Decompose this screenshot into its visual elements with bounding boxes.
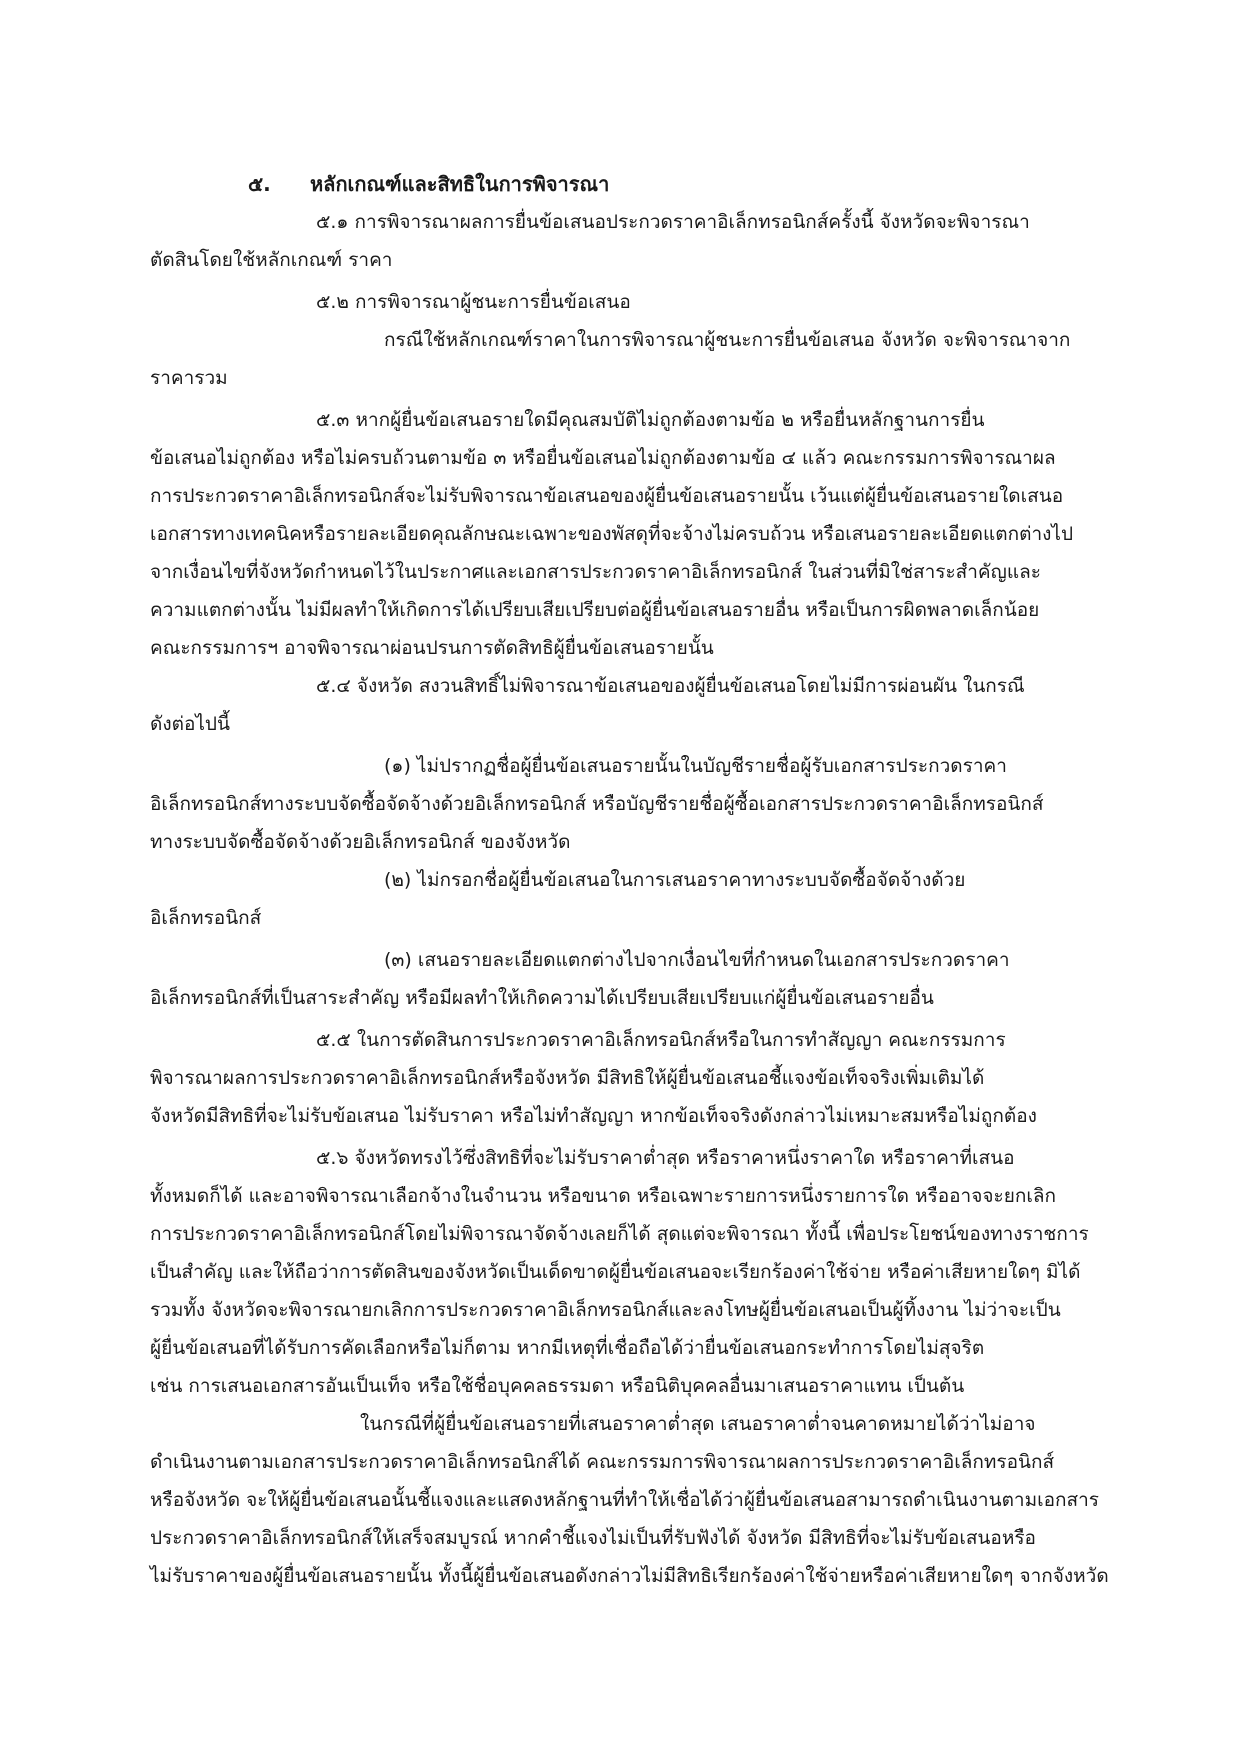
paragraph-line: เป็นสำคัญ และให้ถือว่าการตัดสินของจังหวัดเป็นเด็ดขาดผู้ยื่นข้อเสนอจะเรียกร้องค่าใช้จ่าย หรือค่าเสียหายใดๆ มิได้ bbox=[150, 1261, 1081, 1283]
scan-speck bbox=[40, 38, 54, 62]
paragraph-line: ไม่รับราคาของผู้ยื่นข้อเสนอรายนั้น ทั้งนี้ผู้ยื่นข้อเสนอดังกล่าวไม่มีสิทธิเรียกร้องค่าใช้จ่ายหรือค่าเสียหายใดๆ จากจังหวัด bbox=[150, 1565, 1109, 1587]
paragraph-line: เอกสารทางเทคนิคหรือรายละเอียดคุณลักษณะเฉพาะของพัสดุที่จะจ้างไม่ครบถ้วน หรือเสนอรายละเอียดแตกต่างไป bbox=[150, 523, 1074, 545]
paragraph-line: การประกวดราคาอิเล็กทรอนิกส์โดยไม่พิจารณาจัดจ้างเลยก็ได้ สุดแต่จะพิจารณา ทั้งนี้ เพื่อประโยชน์ของทางราชการ bbox=[150, 1223, 1089, 1245]
section-number: ๕. bbox=[248, 172, 271, 196]
paragraph-line: ข้อเสนอไม่ถูกต้อง หรือไม่ครบถ้วนตามข้อ ๓ หรือยื่นข้อเสนอไม่ถูกต้องตามข้อ ๔ แล้ว คณะกรรมการพิจารณาผล bbox=[150, 447, 1056, 469]
paragraph-line: (๑) ไม่ปรากฏชื่อผู้ยื่นข้อเสนอรายนั้นในบัญชีรายชื่อผู้รับเอกสารประกวดราคา bbox=[384, 755, 1007, 777]
paragraph-line: อิเล็กทรอนิกส์ทางระบบจัดซื้อจัดจ้างด้วยอิเล็กทรอนิกส์ หรือบัญชีรายชื่อผู้ซื้อเอกสารประกวดราคาอิเล็กทรอนิกส์ bbox=[150, 793, 1044, 815]
paragraph-line: หรือจังหวัด จะให้ผู้ยื่นข้อเสนอนั้นชี้แจงและแสดงหลักฐานที่ทำให้เชื่อได้ว่าผู้ยื่นข้อเสนอสามารถดำเนินงานตามเอกสาร bbox=[150, 1489, 1099, 1511]
paragraph-line: ๕.๑ การพิจารณาผลการยื่นข้อเสนอประกวดราคาอิเล็กทรอนิกส์ครั้งนี้ จังหวัดจะพิจารณา bbox=[316, 211, 1030, 233]
paragraph-line: ๕.๓ หากผู้ยื่นข้อเสนอรายใดมีคุณสมบัติไม่ถูกต้องตามข้อ ๒ หรือยื่นหลักฐานการยื่น bbox=[316, 409, 985, 431]
paragraph-line: ประกวดราคาอิเล็กทรอนิกส์ให้เสร็จสมบูรณ์ หากคำชี้แจงไม่เป็นที่รับฟังได้ จังหวัด มีสิทธิที่จะไม่รับข้อเสนอหรือ bbox=[150, 1527, 1036, 1549]
paragraph-line: รวมทั้ง จังหวัดจะพิจารณายกเลิกการประกวดราคาอิเล็กทรอนิกส์และลงโทษผู้ยื่นข้อเสนอเป็นผู้ทิ้งงาน ไม่ว่าจะเป็น bbox=[150, 1299, 1061, 1321]
paragraph-line: ในกรณีที่ผู้ยื่นข้อเสนอรายที่เสนอราคาต่ำสุด เสนอราคาต่ำจนคาดหมายได้ว่าไม่อาจ bbox=[360, 1413, 1036, 1435]
paragraph-line: (๒) ไม่กรอกชื่อผู้ยื่นข้อเสนอในการเสนอราคาทางระบบจัดซื้อจัดจ้างด้วย bbox=[384, 869, 966, 891]
paragraph-line: ความแตกต่างนั้น ไม่มีผลทำให้เกิดการได้เปรียบเสียเปรียบต่อผู้ยื่นข้อเสนอรายอื่น หรือเป็นการผิดพลาดเล็กน้อย bbox=[150, 599, 1040, 621]
paragraph-line: อิเล็กทรอนิกส์ที่เป็นสาระสำคัญ หรือมีผลทำให้เกิดความได้เปรียบเสียเปรียบแก่ผู้ยื่นข้อเสนอรายอื่น bbox=[150, 987, 934, 1009]
paragraph-line: คณะกรรมการฯ อาจพิจารณาผ่อนปรนการตัดสิทธิผู้ยื่นข้อเสนอรายนั้น bbox=[150, 637, 714, 659]
paragraph-line: ผู้ยื่นข้อเสนอที่ได้รับการคัดเลือกหรือไม่ก็ตาม หากมีเหตุที่เชื่อถือได้ว่ายื่นข้อเสนอกระทำการโดยไม่สุจริต bbox=[150, 1337, 985, 1359]
paragraph-line: ทั้งหมดก็ได้ และอาจพิจารณาเลือกจ้างในจำนวน หรือขนาด หรือเฉพาะรายการหนึ่งรายการใด หรืออาจจะยกเลิก bbox=[150, 1185, 1056, 1207]
paragraph-line: ๕.๖ จังหวัดทรงไว้ซึ่งสิทธิที่จะไม่รับราคาต่ำสุด หรือราคาหนึ่งราคาใด หรือราคาที่เสนอ bbox=[316, 1147, 1015, 1169]
paragraph-line: ดังต่อไปนี้ bbox=[150, 713, 230, 735]
section-heading bbox=[248, 172, 609, 196]
paragraph-line: จังหวัดมีสิทธิที่จะไม่รับข้อเสนอ ไม่รับราคา หรือไม่ทำสัญญา หากข้อเท็จจริงดังกล่าวไม่เหมาะสมหรือไม่ถูกต้อง bbox=[150, 1105, 1037, 1127]
paragraph-line: อิเล็กทรอนิกส์ bbox=[150, 907, 262, 929]
paragraph-line: เช่น การเสนอเอกสารอันเป็นเท็จ หรือใช้ชื่อบุคคลธรรมดา หรือนิติบุคคลอื่นมาเสนอราคาแทน เป็นต้น bbox=[150, 1375, 965, 1397]
paragraph-line: จากเงื่อนไขที่จังหวัดกำหนดไว้ในประกาศและเอกสารประกวดราคาอิเล็กทรอนิกส์ ในส่วนที่มิใช่สาระสำคัญและ bbox=[150, 561, 1041, 583]
section-title: หลักเกณฑ์และสิทธิในการพิจารณา bbox=[310, 172, 610, 196]
paragraph-line: ๕.๕ ในการตัดสินการประกวดราคาอิเล็กทรอนิกส์หรือในการทำสัญญา คณะกรรมการ bbox=[316, 1029, 1006, 1051]
paragraph-line: การประกวดราคาอิเล็กทรอนิกส์จะไม่รับพิจารณาข้อเสนอของผู้ยื่นข้อเสนอรายนั้น เว้นแต่ผู้ยื่นข้อเสนอรายใดเสนอ bbox=[150, 485, 1064, 507]
paragraph-line: ตัดสินโดยใช้หลักเกณฑ์ ราคา bbox=[150, 249, 393, 271]
paragraph-line: ทางระบบจัดซื้อจัดจ้างด้วยอิเล็กทรอนิกส์ ของจังหวัด bbox=[150, 831, 571, 853]
paragraph-line: ดำเนินงานตามเอกสารประกวดราคาอิเล็กทรอนิกส์ได้ คณะกรรมการพิจารณาผลการประกวดราคาอิเล็กทรอนิกส์ bbox=[150, 1451, 1055, 1473]
paragraph-line: (๓) เสนอรายละเอียดแตกต่างไปจากเงื่อนไขที่กำหนดในเอกสารประกวดราคา bbox=[384, 949, 1010, 971]
paragraph-line: ราคารวม bbox=[150, 367, 228, 389]
paragraph-line: ๕.๒ การพิจารณาผู้ชนะการยื่นข้อเสนอ bbox=[316, 291, 631, 313]
paragraph-line: ๕.๔ จังหวัด สงวนสิทธิ์ไม่พิจารณาข้อเสนอของผู้ยื่นข้อเสนอโดยไม่มีการผ่อนผัน ในกรณี bbox=[316, 675, 1025, 697]
paragraph-line: พิจารณาผลการประกวดราคาอิเล็กทรอนิกส์หรือจังหวัด มีสิทธิให้ผู้ยื่นข้อเสนอชี้แจงข้อเท็จจริงเพิ่มเติมได้ bbox=[150, 1067, 985, 1089]
paragraph-line: กรณีใช้หลักเกณฑ์ราคาในการพิจารณาผู้ชนะการยื่นข้อเสนอ จังหวัด จะพิจารณาจาก bbox=[384, 329, 1071, 351]
